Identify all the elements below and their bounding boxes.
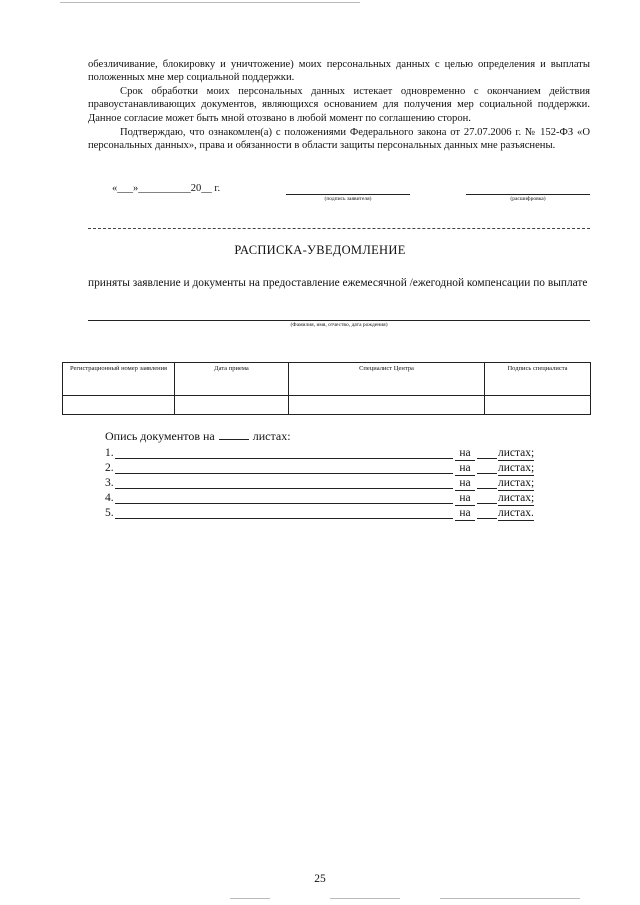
sheet-count-line[interactable] [477, 518, 497, 519]
scan-artifact-bottom [440, 898, 580, 899]
decoding-caption: (расшифровка) [510, 196, 546, 202]
inventory-row [105, 447, 545, 461]
row-number: 3. [105, 477, 114, 489]
header-reg-number: Регистрационный номер заявления [63, 363, 175, 396]
row-na: на [455, 492, 475, 506]
sheet-count-line[interactable] [477, 503, 497, 504]
row-sheets-word: листах; [498, 492, 535, 504]
applicant-signature-caption: (подпись заявителя) [324, 196, 372, 202]
row-number: 5. [105, 507, 114, 519]
row-sheets-word: листах; [498, 477, 535, 489]
signature-row [0, 183, 640, 213]
scan-artifact-top [60, 2, 360, 3]
inventory-row [105, 477, 545, 491]
sheet-count-line[interactable] [477, 458, 497, 459]
consent-paragraph-2: Срок обработки моих персональных данных истекает одновременно с окончанием действия правоустанавливающих документов, являющихся основанием для получения мер социальной поддержки. Данное согласие может быть мной отозвано в любой момент по соглашению сторон. [88, 86, 590, 124]
table-row [63, 396, 591, 415]
cell-specialist[interactable] [289, 396, 485, 415]
date-field: «___»__________20__ г. [112, 183, 221, 194]
row-sheets-word: листах. [498, 507, 534, 519]
inventory-title-suffix: листах: [252, 429, 291, 443]
cell-signature[interactable] [485, 396, 591, 415]
row-number: 2. [105, 462, 114, 474]
applicant-signature-line [286, 194, 410, 195]
cell-reg-number[interactable] [63, 396, 175, 415]
document-name-line[interactable] [115, 458, 453, 459]
sheet-count-line[interactable] [477, 473, 497, 474]
document-name-line[interactable] [115, 473, 453, 474]
row-na: на [455, 447, 475, 461]
fio-caption: (Фамилия, имя, отчество, дата рождения) [290, 322, 388, 328]
row-sheets-word: листах; [498, 447, 535, 459]
row-number: 1. [105, 447, 114, 459]
row-na: на [455, 462, 475, 476]
consent-paragraph-3: Подтверждаю, что ознакомлен(а) с положениями Федерального закона от 27.07.2006 г. № 152-ФЗ «О персональных данных», права и обязанности в области защиты персональных данных мне разъяснены. [88, 127, 590, 152]
registration-table [62, 362, 591, 415]
document-name-line[interactable] [115, 518, 453, 519]
cut-line [88, 228, 590, 229]
cell-date[interactable] [175, 396, 289, 415]
decoding-line [466, 194, 590, 195]
scan-artifact-bottom [330, 898, 400, 899]
inventory-row [105, 492, 545, 506]
inventory-title-prefix: Опись документов на [105, 429, 215, 443]
fio-line [88, 320, 590, 321]
document-name-line[interactable] [115, 503, 453, 504]
header-signature: Подпись специалиста [485, 363, 591, 396]
inventory-row [105, 507, 545, 521]
scan-artifact-bottom [230, 898, 270, 899]
receipt-accepted-text: приняты заявление и документы на предоставление ежемесячной /ежегодной компенсации по выплате [88, 277, 588, 289]
sheet-count-line[interactable] [477, 488, 497, 489]
row-number: 4. [105, 492, 114, 504]
consent-paragraph-1: обезличивание, блокировку и уничтожение) моих персональных данных с целью определения и выплаты положенных мне мер социальной поддержки. [88, 59, 590, 84]
inventory-row [105, 462, 545, 476]
receipt-title: РАСПИСКА-УВЕДОМЛЕНИЕ [234, 243, 406, 257]
document-name-line[interactable] [115, 488, 453, 489]
sheet-count-blank[interactable] [219, 428, 249, 440]
inventory-title [105, 428, 291, 444]
page-number: 25 [314, 873, 326, 885]
row-na: на [455, 477, 475, 491]
header-date: Дата приема [175, 363, 289, 396]
row-sheets-word: листах; [498, 462, 535, 474]
header-specialist: Специалист Центра [289, 363, 485, 396]
table-header-row [63, 363, 591, 396]
row-na: на [455, 507, 475, 521]
